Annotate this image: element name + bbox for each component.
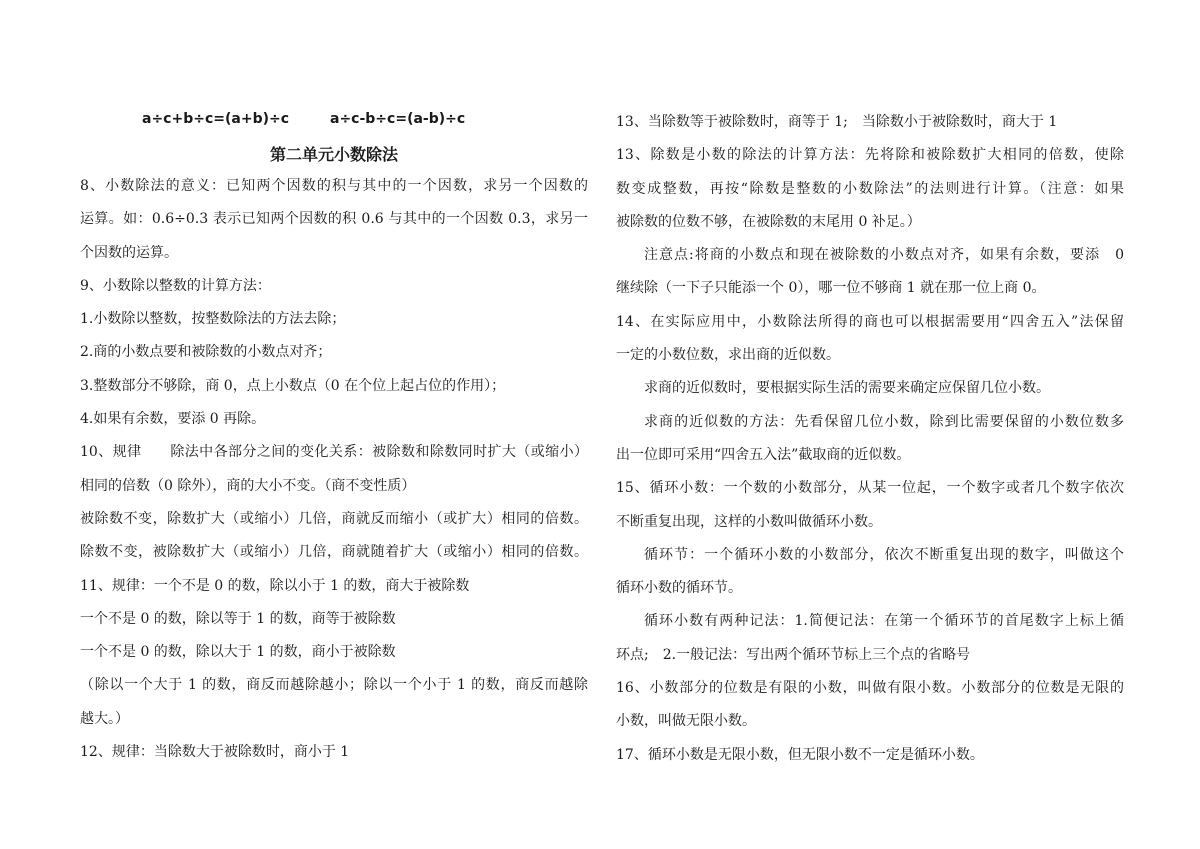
text-line: 17、循环小数是无限小数，但无限小数不一定是循环小数。 bbox=[616, 746, 984, 763]
text-line: 10、规律 除法中各部分之间的变化关系：被除数和除数同时扩大（或缩小） bbox=[80, 444, 588, 461]
text-line: 1.小数除以整数，按整数除法的方法去除； bbox=[80, 311, 346, 328]
text-line: 被除数的位数不够，在被除数的末尾用 0 补足。） bbox=[616, 213, 921, 230]
text-line: 循环节：一个循环小数的小数部分，依次不断重复出现的数字，叫做这个 bbox=[644, 546, 1124, 563]
text-line: 循环小数有两种记法：1.简便记法：在第一个循环节的首尾数字上标上循 bbox=[644, 613, 1124, 630]
text-line: 8、小数除法的意义：已知两个因数的积与其中的一个因数，求另一个因数的 bbox=[80, 178, 588, 194]
text-line: 个因数的运算。 bbox=[80, 244, 178, 261]
section-heading: 第二单元小数除法 bbox=[269, 145, 398, 164]
text-line: （除以一个大于 1 的数，商反而越除越小；除以一个小于 1 的数，商反而越除 bbox=[80, 677, 588, 694]
text-line: 求商的近似数的方法：先看保留几位小数，除到比需要保留的小数位数多 bbox=[644, 413, 1124, 430]
text-line: 除数不变，被除数扩大（或缩小）几倍，商就随着扩大（或缩小）相同的倍数。 bbox=[80, 544, 588, 561]
text-line: 越大。） bbox=[80, 710, 129, 727]
text-line: 注意点:将商的小数点和现在被除数的小数点对齐，如果有余数，要添 0 bbox=[644, 247, 1124, 264]
text-line: 13、除数是小数的除法的计算方法：先将除和被除数扩大相同的倍数，使除 bbox=[616, 147, 1124, 164]
text-line: 9、小数除以整数的计算方法： bbox=[80, 277, 271, 294]
text-line: 环点; 2.一般记法：写出两个循环节标上三个点的省略号 bbox=[616, 646, 971, 663]
text-line: 不断重复出现，这样的小数叫做循环小数。 bbox=[616, 513, 882, 530]
text-line: 继续除（一下子只能添一个 0），哪一位不够商 1 就在那一位上商 0。 bbox=[616, 280, 1046, 297]
text-line: 相同的倍数（0 除外），商的大小不变。（商不变性质） bbox=[80, 477, 416, 494]
text-line: 出一位即可采用“四舍五入法”截取商的近似数。 bbox=[616, 446, 911, 463]
text-line: 一个不是 0 的数，除以等于 1 的数，商等于被除数 bbox=[80, 610, 396, 627]
text-line: 13、当除数等于被除数时，商等于 1; 当除数小于被除数时，商大于 1 bbox=[616, 114, 1058, 130]
text-line: 运算。如：0.6÷0.3 表示已知两个因数的积 0.6 与其中的一个因数 0.3，求另一 bbox=[80, 211, 588, 228]
text-line: 11、规律：一个不是 0 的数，除以小于 1 的数，商大于被除数 bbox=[80, 577, 470, 594]
text-line: 2.商的小数点要和被除数的小数点对齐； bbox=[80, 344, 332, 361]
left-column bbox=[80, 106, 588, 769]
text-line: 被除数不变，除数扩大（或缩小）几倍，商就反而缩小（或扩大）相同的倍数。 bbox=[80, 510, 588, 527]
text-line: 15、循环小数：一个数的小数部分，从某一位起，一个数字或者几个数字依次 bbox=[616, 480, 1124, 497]
formula-difference: a÷c-b÷c=(a-b)÷c bbox=[330, 111, 466, 127]
text-line: 循环小数的循环节。 bbox=[616, 580, 742, 597]
text-line: 一定的小数位数，求出商的近似数。 bbox=[616, 347, 840, 364]
text-line: 12、规律：当除数大于被除数时，商小于 1 bbox=[80, 744, 350, 761]
formula-row bbox=[80, 106, 588, 132]
text-line: 一个不是 0 的数，除以大于 1 的数，商小于被除数 bbox=[80, 644, 396, 661]
text-line: 小数，叫做无限小数。 bbox=[616, 713, 756, 730]
text-line: 4.如果有余数，要添 0 再除。 bbox=[80, 411, 266, 428]
formula-sum: a÷c+b÷c=(a+b)÷c bbox=[142, 111, 290, 127]
text-line: 14、在实际应用中，小数除法所得的商也可以根据需要用“四舍五入”法保留 bbox=[616, 313, 1124, 330]
text-line: 求商的近似数时，要根据实际生活的需要来确定应保留几位小数。 bbox=[644, 380, 1050, 397]
right-column bbox=[616, 106, 1124, 772]
text-line: 16、小数部分的位数是有限的小数，叫做有限小数。小数部分的位数是无限的 bbox=[616, 680, 1124, 697]
text-line: 数变成整数，再按“除数是整数的小数除法”的法则进行计算。（注意：如果 bbox=[616, 180, 1124, 197]
text-line: 3.整数部分不够除，商 0，点上小数点（0 在个位上起占位的作用）； bbox=[80, 377, 506, 394]
